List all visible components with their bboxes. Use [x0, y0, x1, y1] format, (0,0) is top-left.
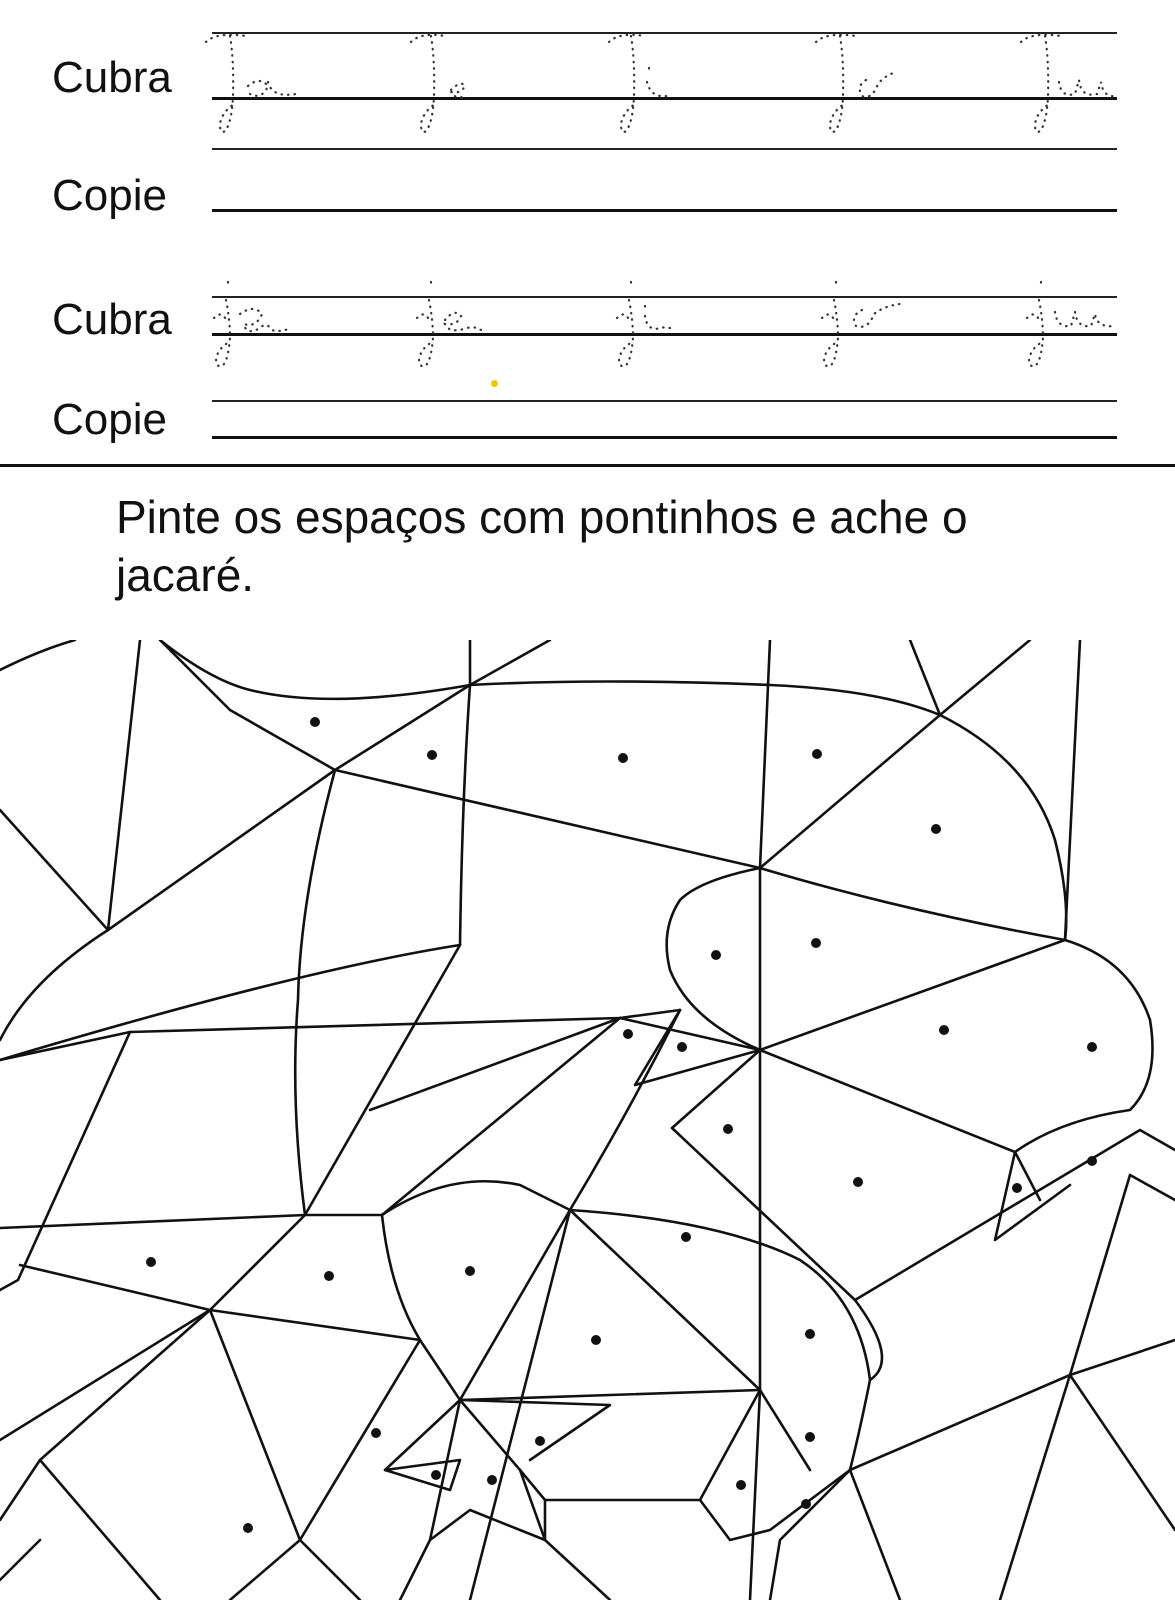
region-edge: [760, 1050, 1015, 1152]
region-edge: [770, 1470, 850, 1600]
region-edge: [295, 770, 335, 1215]
dot-marker: [677, 1042, 687, 1052]
dotted-syllable-je-lower: [417, 282, 481, 366]
dot-marker: [805, 1432, 815, 1442]
region-edge: [700, 1470, 850, 1540]
region-edge: [850, 1375, 1070, 1470]
region-edge: [305, 945, 460, 1215]
yellow-stray-dot: [491, 380, 498, 387]
region-edge: [382, 1181, 570, 1215]
region-edge: [370, 1018, 620, 1110]
dot-marker: [487, 1475, 497, 1485]
dot-marker: [939, 1025, 949, 1035]
dot-marker: [1087, 1042, 1097, 1052]
region-edge: [460, 1400, 545, 1500]
copy-line-2-top: [212, 400, 1117, 402]
dotted-syllable-jo-lower: [822, 282, 900, 366]
region-edge: [210, 1310, 420, 1540]
dot-marker: [812, 749, 822, 759]
region-edge: [1070, 1375, 1175, 1530]
region-edge: [850, 1470, 900, 1600]
region-edge: [0, 1540, 40, 1580]
dotted-syllable-ja-upper: [206, 35, 296, 132]
region-edge: [460, 1390, 760, 1400]
dot-marker: [324, 1271, 334, 1281]
region-edge: [570, 1210, 760, 1390]
dot-marker: [1087, 1156, 1097, 1166]
region-edge: [750, 1050, 760, 1600]
region-edge: [460, 1210, 570, 1400]
region-edge: [460, 1400, 610, 1460]
region-edge: [545, 1390, 760, 1500]
region-edge: [335, 640, 940, 868]
copy-line-2[interactable]: [212, 436, 1117, 439]
region-edge: [20, 1265, 420, 1340]
region-edge: [570, 1010, 680, 1210]
dot-marker: [681, 1232, 691, 1242]
dot-marker: [805, 1329, 815, 1339]
region-edge: [0, 930, 108, 1040]
region-edge: [230, 1540, 300, 1600]
region-edge: [382, 1215, 460, 1400]
dot-marker: [591, 1335, 601, 1345]
region-edge: [0, 640, 75, 670]
dot-marker: [736, 1480, 746, 1490]
dotted-syllable-je-upper: [411, 35, 467, 132]
dot-markers: [146, 717, 1097, 1533]
region-edge: [760, 1390, 810, 1470]
dot-marker: [711, 950, 721, 960]
region-edge: [1065, 640, 1080, 940]
region-edge: [760, 940, 1065, 1050]
region-edge: [40, 1310, 210, 1460]
puzzle-lines: [0, 640, 1175, 1600]
region-edge: [0, 1460, 160, 1600]
region-edge: [760, 640, 770, 1050]
dotted-syllable-jo-upper: [816, 35, 896, 132]
dotted-syllables-row-2: [200, 270, 1120, 380]
dot-marker: [931, 824, 941, 834]
dot-marker: [1012, 1183, 1022, 1193]
region-edge: [385, 1460, 460, 1490]
copy-line-1[interactable]: [212, 209, 1117, 212]
dotted-syllable-ju-lower: [1027, 282, 1115, 366]
dotted-syllable-ju-upper: [1021, 35, 1117, 132]
dot-marker: [853, 1177, 863, 1187]
region-edge: [0, 1215, 382, 1228]
region-edge: [130, 1010, 680, 1032]
region-edge: [940, 715, 1066, 940]
dot-marker: [535, 1436, 545, 1446]
dot-marker: [801, 1499, 811, 1509]
dot-marker: [465, 1266, 475, 1276]
region-edge: [0, 640, 140, 930]
region-edge: [0, 1032, 130, 1060]
dot-marker: [723, 1124, 733, 1134]
region-edge: [0, 1032, 130, 1290]
dot-marker: [243, 1523, 253, 1533]
dot-marker: [811, 938, 821, 948]
region-edge: [570, 1210, 870, 1470]
dot-marker: [623, 1029, 633, 1039]
region-edge: [620, 1018, 760, 1050]
copy-label-2: Copie: [52, 395, 167, 444]
region-edge: [400, 1540, 430, 1600]
copy-label-1: Copie: [52, 171, 167, 220]
region-edge: [470, 1210, 570, 1600]
region-edge: [1015, 940, 1153, 1152]
region-edge: [1000, 1375, 1070, 1600]
section-divider: [0, 464, 1175, 467]
dot-marker: [618, 753, 628, 763]
dotted-syllable-ja-lower: [214, 282, 292, 366]
dotted-syllable-ji-upper: [609, 35, 667, 132]
dot-marker: [431, 1470, 441, 1480]
instruction-text: Pinte os espaços com pontinhos e ache o jacaré.: [116, 491, 968, 601]
region-edge: [300, 1540, 360, 1600]
dot-marker: [371, 1428, 381, 1438]
region-edge: [545, 1500, 610, 1600]
region-edge: [1015, 1152, 1040, 1200]
region-edge: [635, 1010, 760, 1085]
color-by-dot-puzzle[interactable]: [0, 640, 1175, 1600]
region-edge: [1130, 1175, 1175, 1200]
region-edge: [0, 945, 460, 1060]
trace-label-2: Cubra: [52, 295, 172, 344]
region-edge: [210, 1215, 305, 1310]
region-edge: [672, 1128, 855, 1300]
dotted-syllable-ji-lower: [617, 282, 675, 366]
dot-marker: [146, 1257, 156, 1267]
dotted-syllables-row-1: [200, 20, 1120, 150]
region-edge: [995, 1152, 1070, 1240]
region-edge: [0, 1310, 210, 1440]
dot-marker: [310, 717, 320, 727]
region-edge: [940, 640, 1030, 715]
dot-marker: [427, 750, 437, 760]
region-edge: [1070, 1175, 1175, 1375]
trace-label-1: Cubra: [52, 53, 172, 102]
region-edge: [760, 868, 1065, 940]
region-edge: [385, 1400, 460, 1470]
region-edge: [160, 640, 940, 715]
